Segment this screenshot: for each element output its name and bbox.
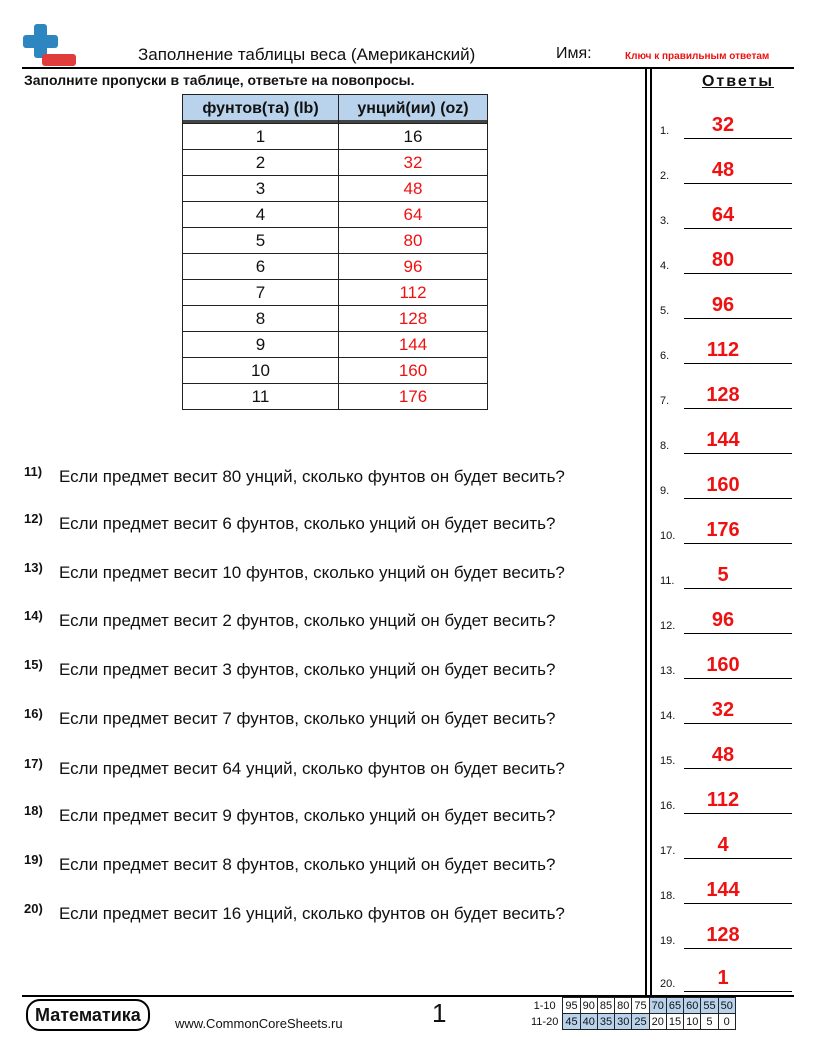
answer-item	[658, 684, 792, 724]
column-divider	[645, 68, 647, 995]
ounces-answer-cell: 96	[339, 254, 488, 280]
question-number: 19)	[24, 852, 43, 867]
score-cell: 5	[701, 1014, 718, 1030]
question-text: Если предмет весит 7 фунтов, сколько унций он будет весить?	[59, 709, 556, 728]
answer-line	[684, 948, 792, 949]
score-cell: 30	[615, 1014, 632, 1030]
ounces-answer-cell: 144	[339, 332, 488, 358]
question-text: Если предмет весит 80 унций, сколько фунтов он будет весить?	[59, 467, 565, 486]
score-cell: 10	[684, 1014, 701, 1030]
answer-line	[684, 813, 792, 814]
score-table	[529, 997, 736, 1030]
score-row	[529, 1014, 735, 1030]
answer-item	[658, 234, 792, 274]
answer-number: 6.	[660, 350, 670, 362]
score-cell: 65	[666, 998, 683, 1014]
answer-item	[658, 952, 792, 992]
pounds-cell: 9	[183, 332, 339, 358]
pounds-cell: 7	[183, 280, 339, 306]
pounds-cell: 10	[183, 358, 339, 384]
ounces-answer-cell: 64	[339, 202, 488, 228]
table-row	[183, 384, 488, 410]
answer-line	[684, 408, 792, 409]
answer-number: 2.	[660, 170, 670, 182]
answer-value: 160	[706, 654, 740, 676]
question-number: 12)	[24, 511, 43, 526]
score-cell: 15	[666, 1014, 683, 1030]
score-cell: 80	[615, 998, 632, 1014]
answer-number: 15.	[660, 755, 676, 767]
answer-item	[658, 729, 792, 769]
question-number: 14)	[24, 608, 43, 623]
answer-number: 7.	[660, 395, 670, 407]
answer-number: 11.	[660, 575, 675, 587]
table-row	[183, 202, 488, 228]
ounces-answer-cell: 48	[339, 176, 488, 202]
answer-value: 64	[711, 204, 735, 226]
answer-line	[684, 858, 792, 859]
pounds-cell: 11	[183, 384, 339, 410]
answer-item	[658, 189, 792, 229]
answer-item	[658, 639, 792, 679]
score-cell: 95	[563, 998, 580, 1014]
question-number: 18)	[24, 803, 43, 818]
score-cell: 35	[597, 1014, 614, 1030]
answer-item	[658, 504, 792, 544]
answer-number: 1.	[660, 125, 670, 137]
column-divider	[650, 68, 652, 995]
question-number: 15)	[24, 657, 43, 672]
worksheet-title: Заполнение таблицы веса (Американский)	[138, 45, 476, 64]
answer-line	[684, 903, 792, 904]
answer-line	[684, 543, 792, 544]
answer-number: 16.	[660, 800, 676, 812]
question-number: 16)	[24, 706, 43, 721]
answer-line	[684, 273, 792, 274]
answer-line	[684, 768, 792, 769]
question-text: Если предмет весит 3 фунтов, сколько унций он будет весить?	[59, 660, 556, 679]
score-cell: 25	[632, 1014, 649, 1030]
answer-item	[658, 774, 792, 814]
score-cell: 55	[701, 998, 718, 1014]
answer-item	[658, 459, 792, 499]
answer-item	[658, 144, 792, 184]
score-cell: 40	[580, 1014, 597, 1030]
ounces-answer-cell: 80	[339, 228, 488, 254]
answer-item	[658, 594, 792, 634]
answer-line	[684, 318, 792, 319]
answer-value: 112	[706, 339, 740, 361]
answer-value: 96	[711, 294, 735, 316]
score-cell: 60	[684, 998, 701, 1014]
question-text: Если предмет весит 2 фунтов, сколько унций он будет весить?	[59, 611, 556, 630]
answer-value: 176	[706, 519, 740, 541]
column-header-ounces: унций(ии) (oz)	[339, 95, 488, 124]
table-row	[183, 358, 488, 384]
question-number: 11)	[24, 464, 43, 479]
answer-number: 20.	[660, 978, 676, 990]
name-label: Имя:	[556, 45, 592, 62]
answer-line	[684, 723, 792, 724]
ounces-answer-cell: 128	[339, 306, 488, 332]
answer-item	[658, 819, 792, 859]
question-text: Если предмет весит 6 фунтов, сколько унций он будет весить?	[59, 514, 556, 533]
answer-number: 10.	[660, 530, 676, 542]
answer-line	[684, 183, 792, 184]
score-row-label: 1-10	[533, 999, 556, 1012]
answer-line	[684, 678, 792, 679]
answer-value: 144	[706, 429, 740, 451]
pounds-cell: 6	[183, 254, 339, 280]
answer-line	[684, 453, 792, 454]
table-row	[183, 332, 488, 358]
answer-value: 160	[706, 474, 740, 496]
question-number: 20)	[24, 901, 43, 916]
site-url: www.CommonCoreSheets.ru	[175, 1016, 343, 1031]
answer-number: 14.	[660, 710, 676, 722]
score-row	[529, 998, 735, 1014]
score-cell: 75	[632, 998, 649, 1014]
ounces-answer-cell: 32	[339, 150, 488, 176]
table-row	[183, 254, 488, 280]
question-text: Если предмет весит 10 фунтов, сколько унций он будет весить?	[59, 563, 565, 582]
score-cell: 45	[563, 1014, 580, 1030]
answer-number: 9.	[660, 485, 670, 497]
answer-line	[684, 991, 792, 992]
page-number: 1	[432, 998, 447, 1028]
score-row-label: 11-20	[531, 1015, 559, 1028]
answer-value: 144	[706, 879, 740, 901]
table-row	[183, 228, 488, 254]
score-cell: 20	[649, 1014, 666, 1030]
answer-item	[658, 279, 792, 319]
score-cell: 70	[649, 998, 666, 1014]
answer-number: 3.	[660, 215, 670, 227]
answer-value: 112	[706, 789, 740, 811]
answer-value: 5	[717, 564, 729, 586]
pounds-cell: 3	[183, 176, 339, 202]
table-row	[183, 280, 488, 306]
pounds-cell: 2	[183, 150, 339, 176]
answer-line	[684, 633, 792, 634]
answer-number: 17.	[660, 845, 676, 857]
answer-value: 32	[711, 699, 735, 721]
header-divider	[22, 67, 794, 69]
answer-value: 80	[711, 249, 735, 271]
answer-number: 12.	[660, 620, 676, 632]
answer-value: 48	[711, 159, 735, 181]
answer-line	[684, 138, 792, 139]
instructions: Заполните пропуски в таблице, ответьте на повопросы.	[24, 72, 415, 88]
table-row	[183, 176, 488, 202]
answer-value: 128	[706, 924, 740, 946]
answer-number: 4.	[660, 260, 670, 272]
brand-badge: Математика	[26, 999, 150, 1031]
table-row	[183, 150, 488, 176]
plus-minus-logo-icon	[22, 24, 78, 68]
table-row	[183, 124, 488, 150]
answer-value: 1	[717, 967, 729, 989]
answer-item	[658, 414, 792, 454]
answer-number: 19.	[660, 935, 676, 947]
answer-item	[658, 909, 792, 949]
answer-item	[658, 324, 792, 364]
answer-number: 18.	[660, 890, 676, 902]
score-cell: 85	[597, 998, 614, 1014]
answer-value: 4	[717, 834, 729, 856]
answer-line	[684, 498, 792, 499]
pounds-cell: 8	[183, 306, 339, 332]
answer-item	[658, 369, 792, 409]
ounces-answer-cell: 112	[339, 280, 488, 306]
answer-item	[658, 549, 792, 589]
answer-item	[658, 864, 792, 904]
answer-number: 13.	[660, 665, 676, 677]
ounces-cell: 16	[339, 124, 488, 150]
pounds-cell: 4	[183, 202, 339, 228]
ounces-answer-cell: 160	[339, 358, 488, 384]
answer-number: 5.	[660, 305, 670, 317]
answer-line	[684, 588, 792, 589]
question-number: 13)	[24, 560, 43, 575]
answer-value: 128	[706, 384, 740, 406]
score-cell: 50	[718, 998, 735, 1014]
question-text: Если предмет весит 16 унций, сколько фунтов он будет весить?	[59, 904, 565, 923]
pounds-cell: 1	[183, 124, 339, 150]
question-text: Если предмет весит 8 фунтов, сколько унций он будет весить?	[59, 855, 556, 874]
answer-item	[658, 99, 792, 139]
answer-value: 48	[711, 744, 735, 766]
answers-title: Ответы	[701, 73, 775, 90]
ounces-answer-cell: 176	[339, 384, 488, 410]
answer-line	[684, 228, 792, 229]
question-number: 17)	[24, 756, 43, 771]
question-text: Если предмет весит 64 унций, сколько фунтов он будет весить?	[59, 759, 565, 778]
table-row	[183, 306, 488, 332]
answer-number: 8.	[660, 440, 670, 452]
answer-value: 96	[711, 609, 735, 631]
question-text: Если предмет весит 9 фунтов, сколько унций он будет весить?	[59, 806, 556, 825]
column-header-pounds: фунтов(та) (lb)	[183, 95, 339, 124]
weight-table	[182, 94, 488, 410]
answer-key-label: Ключ к правильным ответам	[625, 51, 770, 62]
answer-value: 32	[711, 114, 735, 136]
pounds-cell: 5	[183, 228, 339, 254]
score-cell: 0	[718, 1014, 735, 1030]
score-cell: 90	[580, 998, 597, 1014]
answer-line	[684, 363, 792, 364]
